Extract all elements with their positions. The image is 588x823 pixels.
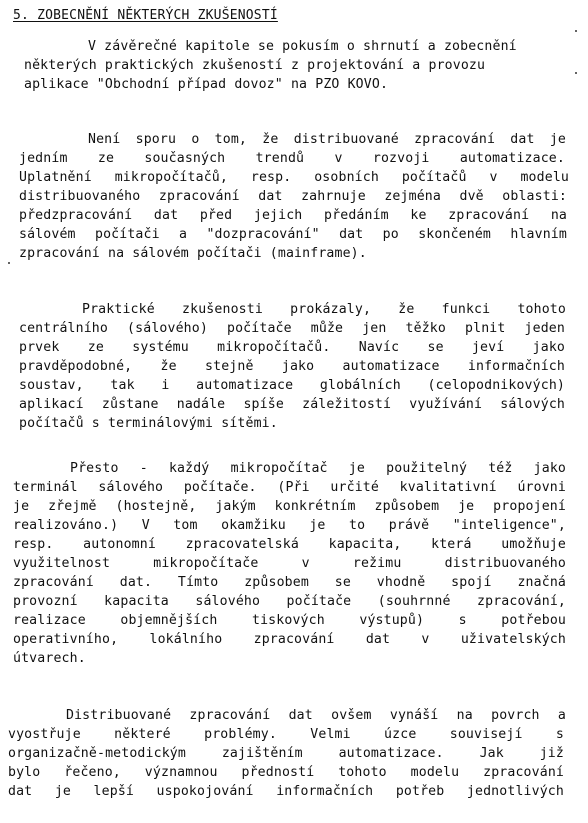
text-line: resp. autonomní zpracovatelská kapacita, která umožňuje: [13, 537, 566, 552]
text-line: Uplatnění mikropočítačů, resp. osobních počítačů v modelu: [19, 170, 569, 185]
text-line: operativního, lokálního zpracování dat v uživatelských: [13, 632, 566, 647]
text-line: vyostřuje některé problémy. Velmi úzce souvisejí s: [8, 727, 564, 742]
text-line: zpracování na sálovém počítači (mainframe).: [19, 246, 367, 261]
scan-speck: [575, 72, 577, 74]
text-line: V závěrečné kapitole se pokusím o shrnutí a zobecnění: [88, 39, 517, 54]
text-line: některých praktických zkušeností z projektování a provozu: [24, 58, 486, 73]
text-line: počítačů s terminálovými sítěmi.: [19, 416, 278, 431]
text-line: využitelnost mikropočítače v režimu distribuovaného: [13, 556, 566, 571]
text-line: Praktické zkušenosti prokázaly, že funkci tohoto: [82, 302, 566, 317]
text-line: dat je lepší uspokojování informačních potřeb jednotlivých: [8, 784, 564, 799]
text-line: pravděpodobné, že stejně jako automatizace informačních: [19, 359, 565, 374]
text-line: distribuovaného zpracování dat zahrnuje zejména dvě oblasti:: [19, 189, 567, 204]
text-line: bylo řečeno, významnou předností tohoto modelu zpracování: [8, 765, 564, 780]
text-line: terminál sálového počítače. (Při určité kvalitativní úrovni: [13, 480, 566, 495]
text-line: Distribuované zpracování dat ovšem vynáší na povrch a: [66, 708, 566, 723]
text-line: provozní kapacita sálového počítače (souhrnné zpracování,: [13, 594, 566, 609]
text-line: je zřejmě (hostejně, jakým konkrétním způsobem je propojení: [13, 499, 566, 514]
scan-speck: [575, 30, 577, 32]
text-line: soustav, tak i automatizace globálních (celopodnikových): [19, 378, 565, 393]
text-line: centrálního (sálového) počítače může jen těžko plnit jeden: [19, 321, 565, 336]
text-line: prvek ze systému mikropočítačů. Navíc se jeví jako: [19, 340, 565, 355]
text-line: Není sporu o tom, že distribuované zpracování dat je: [88, 132, 566, 147]
text-line: útvarech.: [13, 651, 86, 666]
text-line: realizace objemnějších tiskových výstupů) s potřebou: [13, 613, 566, 628]
text-line: organizačně-metodickým zajištěním automatizace. Jak již: [8, 746, 564, 761]
scan-speck: [8, 262, 10, 264]
text-line: předzpracování dat před jejich předáním ke zpracování na: [19, 208, 567, 223]
chapter-heading: 5. ZOBECNĚNÍ NĚKTERÝCH ZKUŠENOSTÍ: [13, 8, 278, 23]
text-line: Přesto - každý mikropočítač je použitelný též jako: [70, 461, 566, 476]
text-line: aplikací zůstane nadále spíše záležitostí využívání sálových: [19, 397, 565, 412]
text-line: realizováno.) V tom okamžiku je to právě "inteligence",: [13, 518, 566, 533]
text-line: zpracování dat. Tímto způsobem se vhodně spojí značná: [13, 575, 566, 590]
text-line: jedním ze současných trendů v rozvoji automatizace.: [19, 151, 565, 166]
text-line: aplikace "Obchodní případ dovoz" na PZO KOVO.: [24, 77, 389, 92]
text-line: sálovém počítači a "dozpracování" dat po skončeném hlavním: [19, 227, 567, 242]
